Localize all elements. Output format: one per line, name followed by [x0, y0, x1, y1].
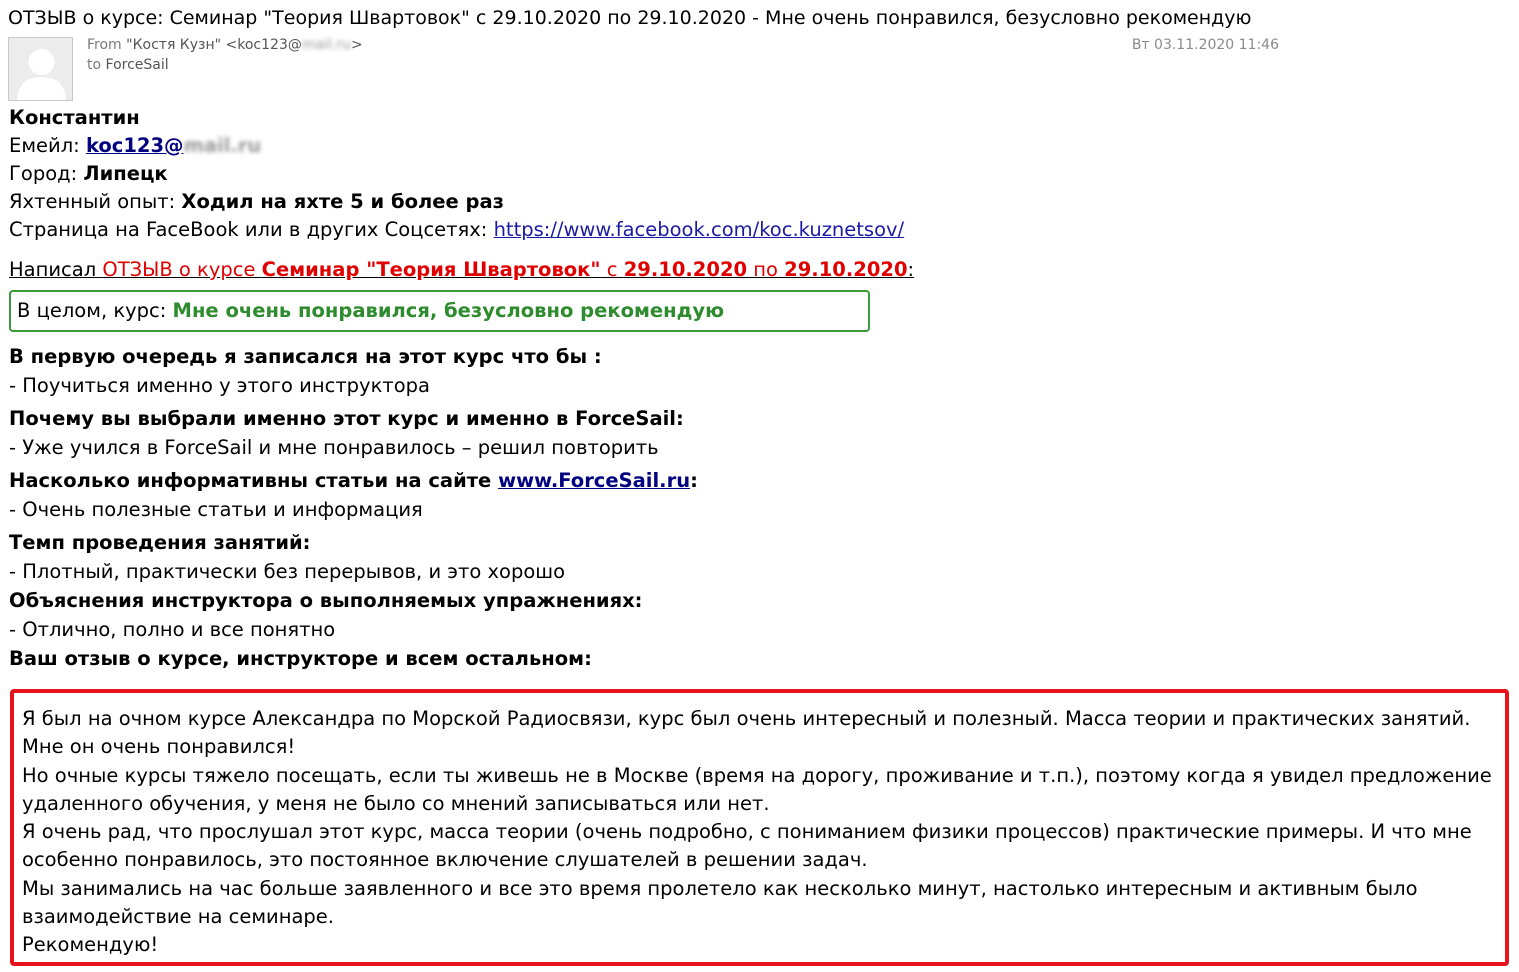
from-label: From	[87, 37, 122, 53]
wrote-from-word: с	[600, 258, 624, 281]
wrote-date-to: 29.10.2020	[784, 258, 908, 281]
wrote-to-word: по	[747, 258, 785, 281]
review-paragraph-1: Я был на очном курсе Александра по Морской Радиосвязи, курс был очень интересный и полезный. Масса теории и практических занятий. Мне он очень понравился!	[22, 707, 1471, 759]
profile-email-visible: koc123@	[85, 134, 184, 157]
review-paragraph-3: Я очень рад, что прослушал этот курс, масса теории (очень подробно, с пониманием физики процессов) практические примеры. И что мне особенно понравилось, это постоянное включение слушателей в решении задач.	[22, 820, 1472, 872]
overall-rating-box	[9, 290, 870, 332]
question-2: Почему вы выбрали именно этот курс и именно в ForceSail:	[9, 407, 684, 430]
question-3-prefix: Насколько информативны статьи на сайте	[9, 469, 499, 492]
question-5: Объяснения инструктора о выполняемых упражнениях:	[9, 589, 643, 612]
experience-label: Яхтенный опыт:	[9, 190, 176, 213]
question-1: В первую очередь я записался на этот курс что бы :	[9, 345, 602, 368]
to-label: to	[87, 57, 102, 73]
profile-name: Константин	[9, 106, 140, 129]
social-label: Страница на FaceBook или в других Соцсетях:	[9, 218, 488, 241]
profile-social-row	[9, 216, 1509, 244]
sender-email-end: >	[350, 37, 363, 53]
answer-1: - Поучиться именно у этого инструктора	[9, 374, 430, 397]
forcesail-site-link[interactable]: www.ForceSail.ru	[498, 469, 691, 492]
answer-3: - Очень полезные статьи и информация	[9, 498, 423, 521]
question-3	[9, 466, 1509, 495]
recipient-name[interactable]: ForceSail	[105, 57, 169, 73]
experience-value: Ходил на яхте 5 и более раз	[181, 190, 504, 213]
questions-section	[9, 342, 1509, 673]
email-subject: ОТЗЫВ о курсе: Семинар "Теория Швартовок" с 29.10.2020 по 29.10.2020 - Мне очень понравился, безусловно рекомендую	[8, 7, 1252, 29]
profile-email-link[interactable]	[86, 134, 261, 157]
email-meta	[87, 35, 363, 75]
profile-email-blurred: mail.ru	[183, 134, 262, 157]
review-paragraph-2: Но очные курсы тяжело посещать, если ты живешь не в Москве (время на дорогу, проживание и т.п.), поэтому когда я увидел предложение удаленного обучения, у меня не было со мнений записываться или нет.	[22, 763, 1492, 815]
sender-email-blurred: mail.ru	[301, 37, 351, 53]
overall-value: Мне очень понравился, безусловно рекомендую	[172, 299, 725, 322]
wrote-suffix: :	[907, 258, 915, 281]
question-4: Темп проведения занятий:	[9, 531, 311, 554]
sender-name[interactable]: "Костя Кузн"	[126, 37, 222, 53]
city-label: Город:	[9, 162, 78, 185]
question-6: Ваш отзыв о курсе, инструкторе и всем остальном:	[9, 647, 592, 670]
answer-5: - Отлично, полно и все понятно	[9, 618, 336, 641]
wrote-course: Семинар "Теория Швартовок"	[261, 258, 601, 281]
profile-experience-row	[9, 188, 1509, 216]
review-heading	[9, 256, 1509, 284]
question-3-suffix: :	[690, 469, 698, 492]
wrote-review-word: ОТЗЫВ о курсе	[102, 258, 262, 281]
wrote-date-from: 29.10.2020	[623, 258, 748, 281]
answer-4: - Плотный, практически без перерывов, и это хорошо	[9, 560, 566, 583]
email-body	[9, 104, 1509, 673]
profile-email-row	[9, 132, 1509, 160]
profile-city-row	[9, 160, 1509, 188]
review-text-box	[10, 689, 1509, 966]
city-value: Липецк	[83, 162, 168, 185]
email-date: Вт 03.11.2020 11:46	[1131, 37, 1279, 53]
social-link[interactable]: https://www.facebook.com/koc.kuznetsov/	[493, 218, 905, 241]
overall-label: В целом, курс:	[17, 299, 173, 322]
wrote-prefix: Написал	[9, 258, 103, 281]
answer-2: - Уже учился в ForceSail и мне понравилось – решил повторить	[9, 436, 659, 459]
sender-email-visible: <koc123@	[225, 37, 302, 53]
review-paragraph-4: Мы занимались на час больше заявленного и все это время пролетело как несколько минут, настолько интересным и активным было взаимодействие на семинаре.	[22, 876, 1418, 929]
avatar-icon	[8, 37, 73, 101]
review-paragraph-5: Рекомендую!	[22, 933, 159, 957]
email-label: Емейл:	[9, 134, 80, 157]
sender-email[interactable]	[226, 37, 363, 53]
